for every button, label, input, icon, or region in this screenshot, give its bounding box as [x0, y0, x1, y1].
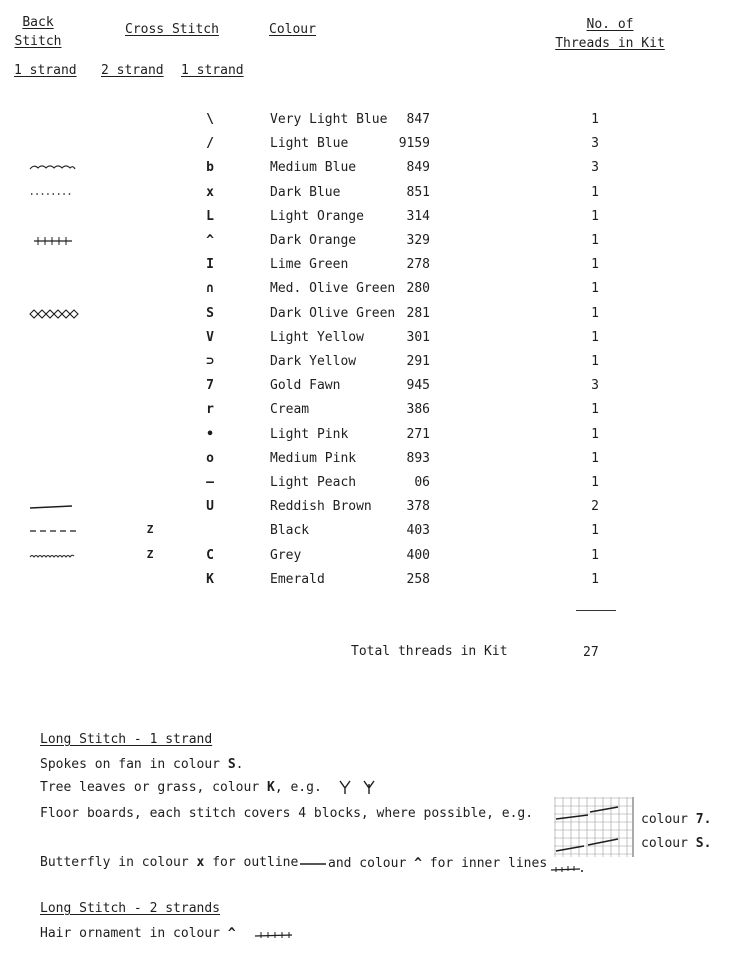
strand-cross-1: 1 strand [181, 63, 244, 78]
header-back-stitch-line2: Stitch [14, 34, 62, 49]
colour-number: 893 [406, 450, 430, 466]
thread-count: 1 [591, 354, 599, 369]
colour-name: Dark Orange [270, 233, 357, 248]
hair-text: Hair ornament in colour [40, 926, 221, 941]
table-row [0, 281, 731, 305]
strand-cross-2: 2 strand [101, 63, 164, 78]
outline-line-icon [299, 860, 327, 868]
colour-name: Medium Blue [270, 160, 357, 176]
thread-count: 1 [591, 402, 599, 418]
hair-tick-line-icon [254, 930, 294, 940]
colour-number: 403 [406, 523, 430, 539]
tree-symbol: K [266, 780, 275, 795]
table-row [0, 136, 731, 160]
table-row [0, 572, 731, 596]
backstitch-dotted-line-icon [28, 188, 76, 198]
table-row [0, 475, 731, 499]
spokes-symbol: S [227, 757, 236, 772]
header-colour: Colour [269, 22, 316, 37]
colourS-symbol: S. [695, 836, 712, 851]
thread-count: 1 [591, 450, 599, 466]
butterfly-inner-note [328, 856, 547, 871]
header-threads-line1: No. of [586, 17, 634, 32]
header-cross-stitch: Cross Stitch [125, 22, 219, 37]
colour-number: 849 [406, 160, 430, 176]
cross-stitch-1-symbol: ⊃ [206, 354, 214, 369]
thread-count: 1 [591, 571, 599, 587]
table-row [0, 523, 731, 547]
thread-count: 1 [591, 184, 599, 200]
strand-back-stitch: 1 strand [14, 63, 77, 78]
spokes-note [40, 757, 244, 772]
tree-end: , e.g. [274, 780, 322, 795]
cross-stitch-1-symbol: • [206, 426, 214, 442]
floor-note: Floor boards, each stitch covers 4 blocks, where possible, e.g. [40, 806, 534, 821]
cross-stitch-1-symbol: S [206, 305, 214, 321]
colour-number: 278 [406, 257, 430, 273]
colour-name: Reddish Brown [270, 499, 372, 515]
colour-number: 945 [406, 378, 430, 394]
colour-number: 378 [406, 499, 430, 515]
header-back-stitch-line1: Back [22, 15, 54, 30]
tree-note [40, 780, 322, 795]
table-row [0, 330, 731, 354]
long2-heading: Long Stitch - 2 strands [40, 901, 221, 916]
colour-name: Medium Pink [270, 450, 357, 466]
colour-name: Cream [270, 402, 310, 418]
cross-stitch-1-symbol: / [206, 136, 214, 152]
backstitch-diamond-line-icon [28, 309, 80, 319]
cross-stitch-1-symbol: o [206, 450, 214, 466]
header-threads [548, 15, 672, 53]
colour-name: Dark Olive Green [270, 305, 396, 321]
thread-count: 1 [591, 426, 599, 442]
colour-name: Light Pink [270, 426, 349, 442]
colour-name: Med. Olive Green [270, 281, 396, 297]
thread-count: 3 [591, 160, 599, 176]
thread-count: 1 [591, 112, 599, 127]
colour-number: 06 [414, 475, 430, 490]
colour-name: Gold Fawn [270, 378, 341, 394]
colour-name: Light Orange [270, 208, 364, 224]
total-label: Total threads in Kit [351, 644, 508, 659]
total-value: 27 [583, 645, 599, 660]
hair-note [40, 926, 236, 941]
cross-stitch-2-symbol: Z [146, 547, 154, 561]
colour-name: Light Peach [270, 475, 357, 490]
cross-stitch-1-symbol: V [206, 329, 214, 345]
cross-stitch-1-symbol: K [206, 571, 214, 587]
backstitch-squiggle-line-icon [28, 551, 80, 561]
table-row [0, 209, 731, 233]
thread-count: 1 [591, 257, 599, 273]
table-row [0, 257, 731, 281]
floor-board-grid-icon [554, 797, 634, 859]
cross-stitch-1-symbol: b [206, 160, 214, 176]
colour7-text: colour [641, 812, 688, 827]
cross-stitch-1-symbol: L [206, 208, 214, 224]
colour-number: 847 [406, 112, 430, 127]
thread-count: 1 [591, 233, 599, 248]
table-row [0, 378, 731, 402]
colourS-text: colour [641, 836, 688, 851]
colour-name: Black [270, 523, 310, 539]
thread-count: 3 [591, 136, 599, 152]
butterfly-end: for inner lines [429, 856, 548, 871]
colour-number: 9159 [398, 136, 430, 152]
cross-stitch-1-symbol: C [206, 547, 214, 563]
cross-stitch-1-symbol: U [206, 499, 214, 515]
hair-symbol: ^ [227, 926, 236, 941]
butterfly-symbol-inner: ^ [414, 856, 422, 871]
thread-count: 1 [591, 305, 599, 321]
table-row [0, 427, 731, 451]
thread-count: 1 [591, 547, 599, 563]
cross-stitch-1-symbol: – [206, 475, 214, 490]
inner-line-tick-icon [550, 864, 584, 874]
colour-name: Light Blue [270, 136, 349, 152]
cross-stitch-1-symbol: ^ [206, 233, 214, 248]
table-row [0, 354, 731, 378]
table-row [0, 451, 731, 475]
colour7-symbol: 7. [695, 812, 712, 827]
colour-name: Light Yellow [270, 329, 364, 345]
thread-count: 1 [591, 208, 599, 224]
backstitch-wavy-line-icon [28, 163, 76, 173]
thread-count: 2 [591, 499, 599, 515]
cross-stitch-1-symbol: \ [206, 112, 214, 127]
colour-number: 329 [406, 233, 430, 248]
colourS-note [641, 836, 711, 851]
table-row [0, 306, 731, 330]
spokes-text: Spokes on fan in colour [40, 757, 221, 772]
thread-count: 3 [591, 378, 599, 394]
table-row [0, 233, 731, 257]
colour-name: Lime Green [270, 257, 349, 273]
colour-number: 280 [406, 281, 430, 297]
table-row [0, 548, 731, 572]
butterfly-mid2: and colour [328, 856, 407, 871]
backstitch-dashed-line-icon [28, 526, 80, 536]
thread-count: 1 [591, 281, 599, 297]
colour-name: Emerald [270, 571, 325, 587]
thread-count: 1 [591, 523, 599, 539]
butterfly-mid: for outline [212, 855, 299, 870]
colour-number: 301 [406, 329, 430, 345]
thread-count: 1 [591, 475, 599, 490]
colour-number: 271 [406, 426, 430, 442]
cross-stitch-1-symbol: x [206, 184, 214, 200]
colour-number: 291 [406, 354, 430, 369]
butterfly-note [40, 855, 298, 870]
cross-stitch-1-symbol: r [206, 402, 214, 418]
spokes-end: . [235, 757, 244, 772]
colour-number: 258 [406, 571, 430, 587]
table-row [0, 185, 731, 209]
backstitch-solid-line-icon [28, 502, 76, 512]
header-threads-line2: Threads in Kit [555, 36, 665, 51]
colour-name: Dark Blue [270, 184, 341, 200]
total-rule [576, 610, 616, 611]
butterfly-text: Butterfly in colour [40, 855, 189, 870]
cross-stitch-1-symbol: ∩ [206, 281, 214, 297]
colour-name: Very Light Blue [270, 112, 388, 127]
colour-number: 851 [406, 184, 430, 200]
table-row [0, 160, 731, 184]
colour-number: 281 [406, 305, 430, 321]
tree-text: Tree leaves or grass, colour [40, 780, 260, 795]
long1-heading: Long Stitch - 1 strand [40, 732, 213, 747]
backstitch-tick-line-icon [28, 236, 76, 246]
table-row [0, 499, 731, 523]
colour-number: 386 [406, 402, 430, 418]
colour-number: 314 [406, 208, 430, 224]
colour7-note [641, 812, 711, 827]
table-row [0, 112, 731, 136]
thread-count: 1 [591, 329, 599, 345]
colour-name: Dark Yellow [270, 354, 357, 369]
butterfly-symbol-outline: x [196, 855, 205, 870]
table-row [0, 402, 731, 426]
colour-number: 400 [406, 547, 430, 563]
cross-stitch-1-symbol: I [206, 257, 214, 273]
colour-name: Grey [270, 547, 302, 563]
header-back-stitch [14, 13, 62, 51]
cross-stitch-2-symbol: Z [146, 523, 154, 537]
tree-leaf-example-icon [336, 778, 384, 796]
cross-stitch-1-symbol: 7 [206, 378, 214, 394]
